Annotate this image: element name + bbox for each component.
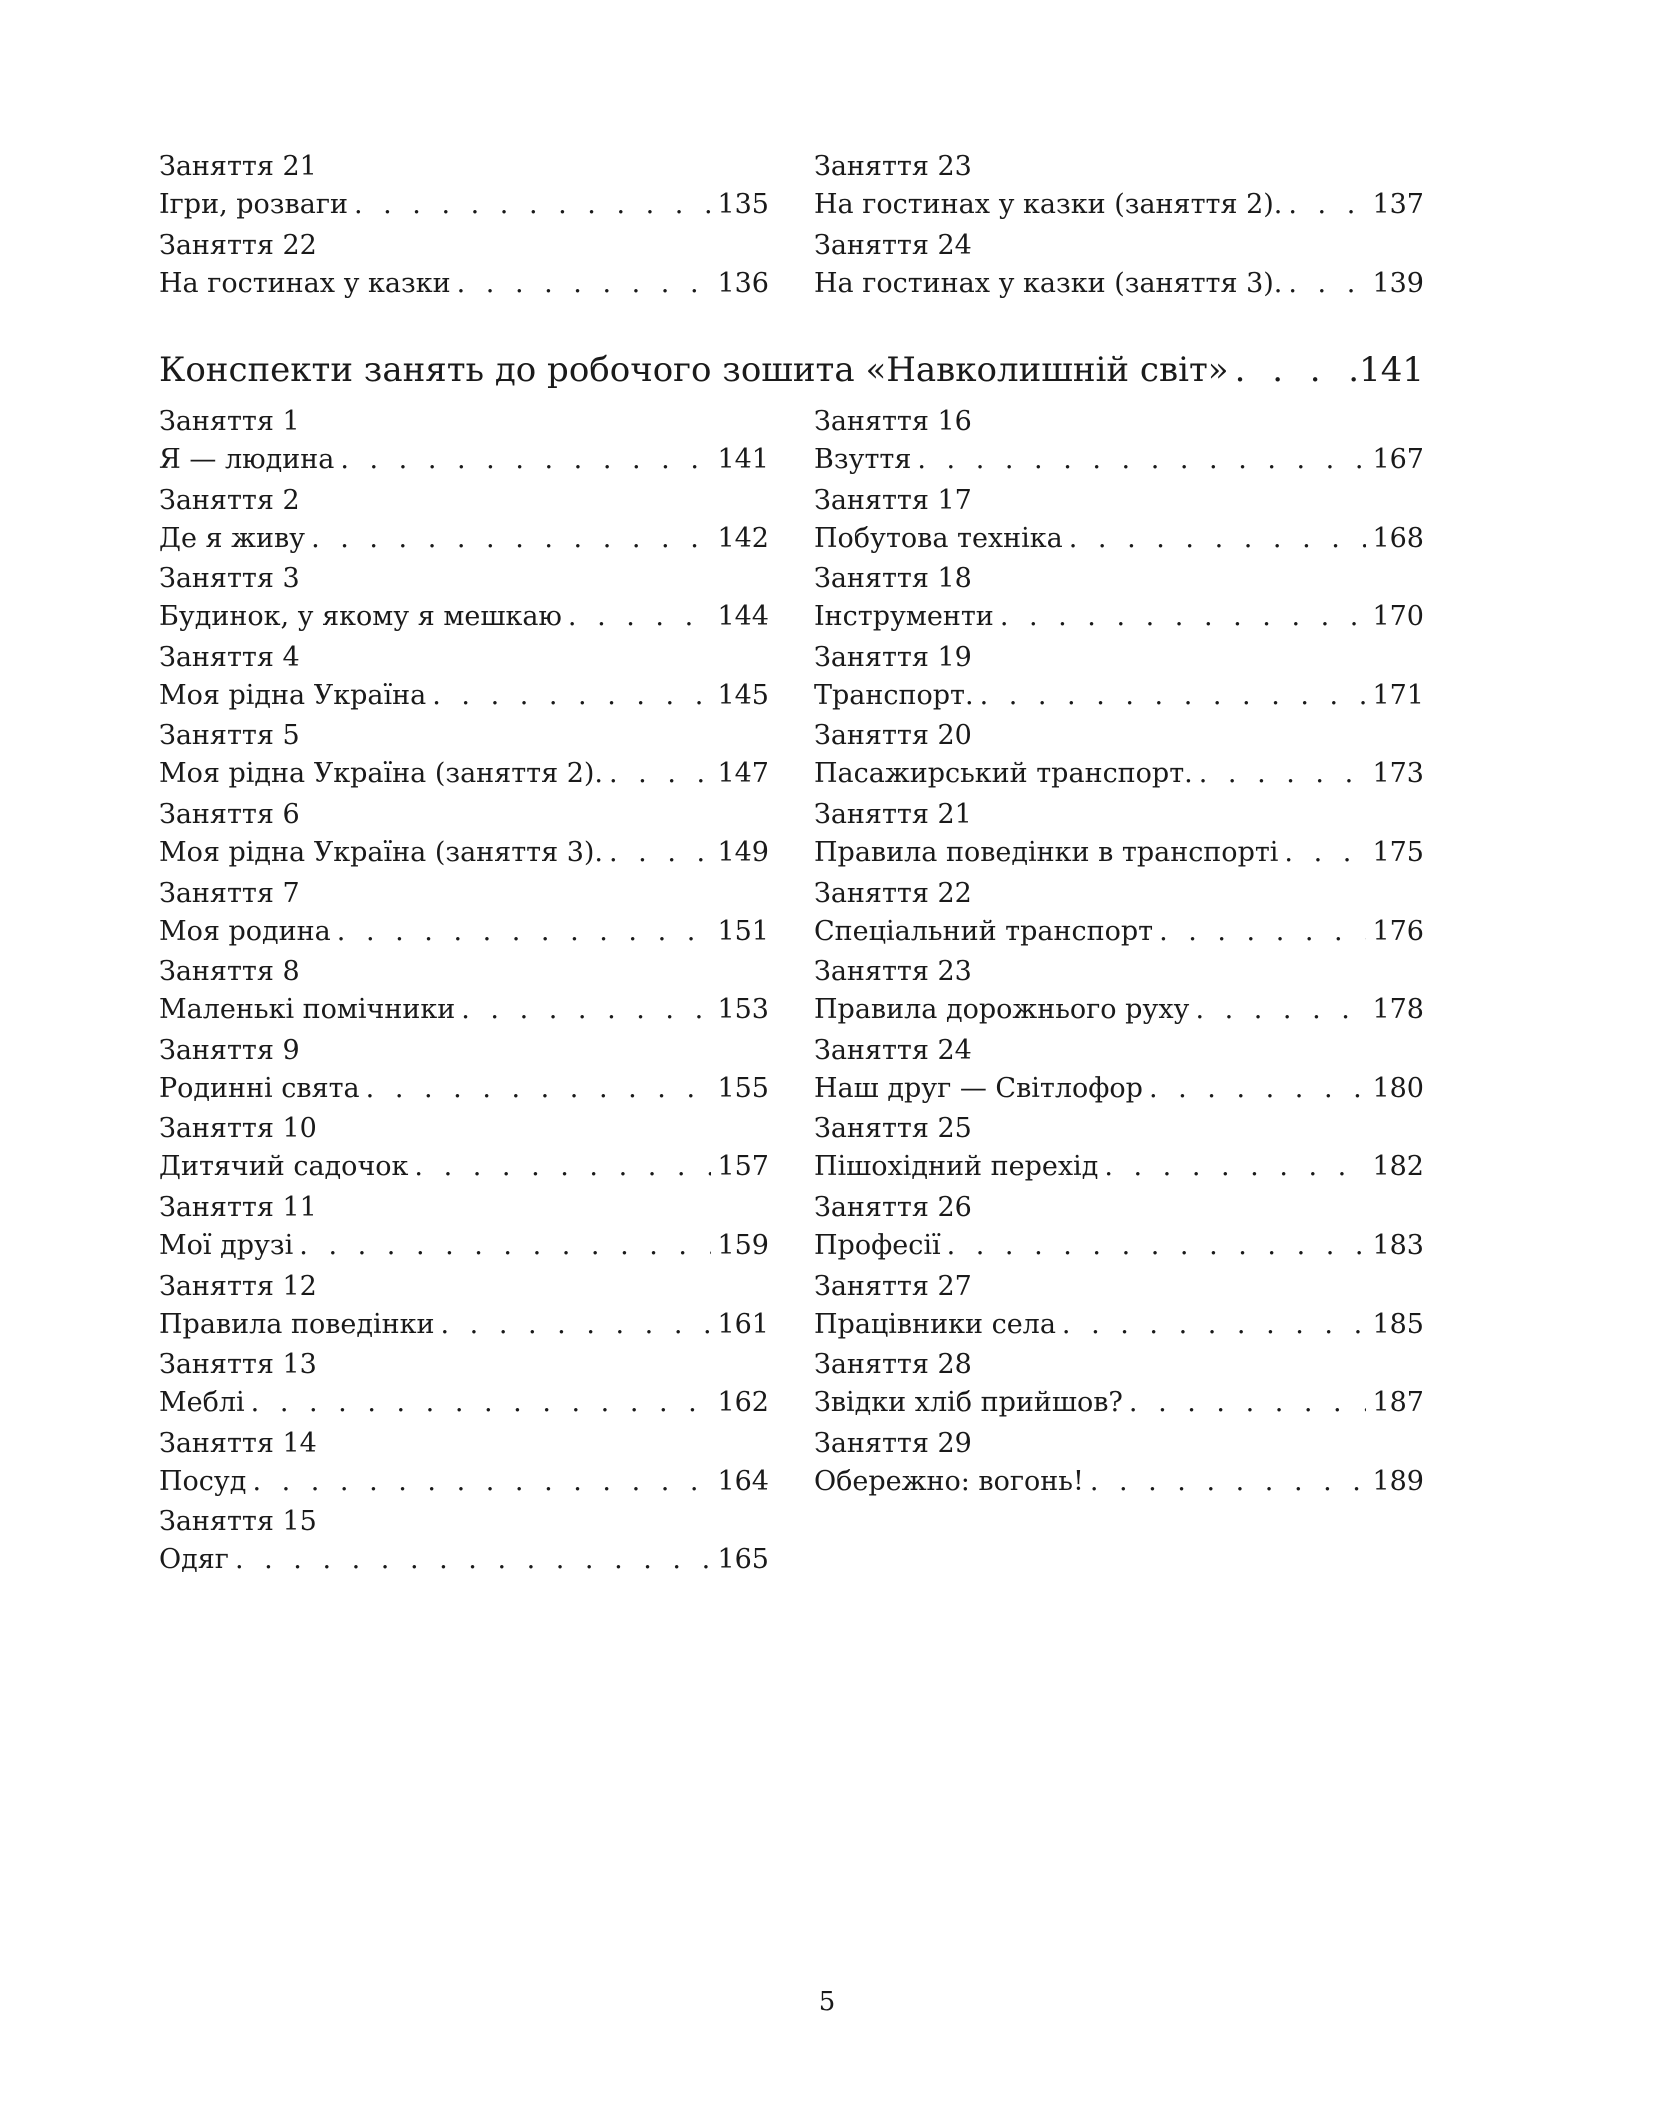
lesson-title: Працівники села: [814, 1308, 1056, 1340]
lesson-page: 147: [717, 758, 769, 790]
lesson-title: На гостинах у казки (заняття 2).: [814, 189, 1283, 220]
leader-dots: [1159, 913, 1366, 951]
lesson-row: [814, 1306, 1424, 1344]
lesson-title: Родинні свята: [159, 1072, 360, 1104]
lesson-row: [159, 677, 769, 715]
lesson-page: 149: [717, 836, 769, 868]
lesson-title: На гостинах у казки (заняття 3).: [814, 267, 1283, 299]
toc-entry: [814, 717, 1424, 796]
toc-entry: [159, 482, 769, 561]
toc-entry: [814, 1032, 1424, 1111]
lesson-page: 180: [1372, 1072, 1424, 1104]
lesson-title: Меблі: [159, 1387, 245, 1419]
lesson-page: 167: [1372, 444, 1424, 475]
lesson-row: [814, 1070, 1424, 1108]
toc-entry: [159, 1189, 769, 1268]
lesson-label: Заняття 18: [814, 563, 972, 595]
toc-entry: [814, 875, 1424, 954]
leader-dots: [457, 265, 712, 303]
lesson-row: [814, 265, 1424, 303]
toc-entry: [159, 1268, 769, 1347]
toc-entry: [814, 148, 1424, 227]
toc-entry: [814, 227, 1424, 306]
lesson-row: [814, 991, 1424, 1029]
lesson-label: Заняття 23: [814, 956, 972, 988]
lesson-title: Професії: [814, 1229, 941, 1261]
lesson-row: [814, 520, 1424, 558]
lesson-title: Моя рідна Україна (заняття 2).: [159, 758, 603, 790]
lesson-title: Маленькі помічники: [159, 994, 456, 1026]
lesson-row: [159, 441, 769, 479]
lesson-label: Заняття 5: [159, 720, 300, 752]
toc-column-right: [814, 403, 1424, 1582]
lesson-label: Заняття 14: [159, 1427, 317, 1459]
lesson-label: Заняття 23: [814, 151, 972, 182]
leader-dots: [1235, 345, 1343, 395]
toc-entry: [159, 227, 769, 306]
lesson-title: Дитячий садочок: [159, 1151, 409, 1183]
lesson-row: [814, 1384, 1424, 1422]
lesson-page: 159: [717, 1229, 769, 1261]
lesson-label: Заняття 11: [159, 1191, 317, 1223]
leader-dots: [1288, 265, 1366, 303]
leader-dots: [340, 441, 711, 479]
lesson-page: 175: [1372, 836, 1424, 868]
leader-dots: [1069, 520, 1367, 558]
leader-dots: [366, 1070, 712, 1108]
leader-dots: [441, 1306, 712, 1344]
lesson-label: Заняття 17: [814, 484, 972, 516]
lesson-page: 145: [717, 679, 769, 711]
lesson-label: Заняття 21: [814, 798, 972, 830]
lesson-page: 161: [717, 1308, 769, 1340]
lesson-row: [159, 1148, 769, 1186]
lesson-page: 162: [717, 1387, 769, 1419]
lesson-label: Заняття 3: [159, 563, 300, 595]
lesson-label: Заняття 7: [159, 877, 300, 909]
toc-entry: [814, 1425, 1424, 1504]
leader-dots: [1288, 186, 1366, 224]
toc-entry: [159, 1503, 769, 1582]
lesson-row: [159, 755, 769, 793]
leader-dots: [1284, 834, 1366, 872]
lesson-row: [814, 1148, 1424, 1186]
lesson-label: Заняття 12: [159, 1270, 317, 1302]
lesson-row: [814, 441, 1424, 479]
lesson-label: Заняття 25: [814, 1113, 972, 1145]
leader-dots: [947, 1227, 1367, 1265]
lesson-row: [159, 1541, 769, 1579]
lesson-row: [159, 265, 769, 303]
lesson-label: Заняття 29: [814, 1427, 972, 1459]
leader-dots: [1199, 755, 1367, 793]
toc-entry: [159, 796, 769, 875]
section-page: .141: [1348, 350, 1424, 390]
lesson-row: [159, 913, 769, 951]
lesson-label: Заняття 24: [814, 1034, 972, 1066]
lesson-page: 144: [717, 601, 769, 633]
leader-dots: [299, 1227, 711, 1265]
lesson-row: [814, 1227, 1424, 1265]
lesson-label: Заняття 21: [159, 151, 317, 182]
leader-dots: [354, 186, 711, 224]
lesson-title: Обережно: вогонь!: [814, 1465, 1084, 1497]
lesson-title: Наш друг — Світлофор: [814, 1072, 1143, 1104]
lesson-page: 171: [1372, 679, 1424, 711]
lesson-label: Заняття 26: [814, 1191, 972, 1223]
lesson-title: Пасажирський транспорт.: [814, 758, 1193, 790]
lesson-title: Одяг: [159, 1544, 229, 1576]
lesson-page: 165: [717, 1544, 769, 1576]
lesson-title: Транспорт.: [814, 679, 974, 711]
lesson-label: Заняття 13: [159, 1349, 317, 1381]
lesson-label: Заняття 6: [159, 798, 300, 830]
lesson-row: [159, 1463, 769, 1501]
lesson-label: Заняття 24: [814, 229, 972, 261]
toc-entry: [814, 560, 1424, 639]
leader-dots: [461, 991, 711, 1029]
toc-entry: [159, 1110, 769, 1189]
leader-dots: [235, 1541, 712, 1579]
lesson-label: Заняття 22: [814, 877, 972, 909]
toc-entry: [814, 1346, 1424, 1425]
lesson-row: [814, 598, 1424, 636]
lesson-title: Мої друзі: [159, 1229, 294, 1261]
lesson-page: 164: [717, 1465, 769, 1497]
lesson-label: Заняття 20: [814, 720, 972, 752]
lesson-page: 151: [717, 915, 769, 947]
lesson-title: Взуття: [814, 444, 912, 475]
leader-dots: [609, 755, 711, 793]
toc-entry: [159, 560, 769, 639]
leader-dots: [311, 520, 711, 558]
lesson-row: [814, 913, 1424, 951]
lesson-title: Правила поведінки: [159, 1308, 435, 1340]
lesson-label: Заняття 4: [159, 641, 300, 673]
leader-dots: [1090, 1463, 1367, 1501]
lesson-row: [159, 1227, 769, 1265]
toc-entry: [814, 1189, 1424, 1268]
leader-dots: [432, 677, 711, 715]
lesson-title: Я — людина: [159, 444, 335, 475]
lesson-page: 157: [717, 1151, 769, 1183]
lesson-page: 178: [1372, 994, 1424, 1026]
toc-entry: [814, 482, 1424, 561]
leader-dots: [414, 1148, 711, 1186]
toc-entry: [159, 639, 769, 718]
toc-entry: [159, 953, 769, 1032]
toc-main: [159, 403, 1424, 1582]
toc-entry: [159, 717, 769, 796]
lesson-label: Заняття 16: [814, 406, 972, 437]
lesson-title: Інструменти: [814, 601, 994, 633]
lesson-label: Заняття 19: [814, 641, 972, 673]
lesson-title: Побутова техніка: [814, 522, 1063, 554]
lesson-page: 183: [1372, 1229, 1424, 1261]
lesson-label: Заняття 22: [159, 229, 317, 261]
lesson-row: [814, 755, 1424, 793]
lesson-row: [159, 1384, 769, 1422]
toc-entry: [814, 953, 1424, 1032]
toc-continuation: [159, 148, 1424, 305]
lesson-row: [814, 677, 1424, 715]
lesson-title: На гостинах у казки: [159, 267, 451, 299]
leader-dots: [1104, 1148, 1366, 1186]
leader-dots: [1149, 1070, 1367, 1108]
lesson-label: Заняття 1: [159, 406, 300, 437]
toc-entry: [159, 1346, 769, 1425]
lesson-label: Заняття 8: [159, 956, 300, 988]
lesson-title: Спеціальний транспорт: [814, 915, 1154, 947]
lesson-title: Моя рідна Україна (заняття 3).: [159, 836, 603, 868]
lesson-title: Пішохідний перехід: [814, 1151, 1099, 1183]
lesson-page: 189: [1372, 1465, 1424, 1497]
lesson-title: Моя рідна Україна: [159, 679, 427, 711]
lesson-title: Правила поведінки в транспорті: [814, 836, 1279, 868]
toc-entry: [159, 148, 769, 227]
lesson-title: Правила дорожнього руху: [814, 994, 1190, 1026]
lesson-row: [159, 1070, 769, 1108]
lesson-page: 170: [1372, 601, 1424, 633]
lesson-title: Будинок, у якому я мешкаю: [159, 601, 562, 633]
lesson-title: Ігри, розваги: [159, 189, 348, 220]
toc-column-right-top: [814, 148, 1424, 305]
lesson-row: [814, 1463, 1424, 1501]
leader-dots: [1062, 1306, 1367, 1344]
toc-entry: [814, 403, 1424, 482]
lesson-label: Заняття 9: [159, 1034, 300, 1066]
lesson-row: [159, 186, 769, 224]
lesson-row: [814, 834, 1424, 872]
toc-entry: [159, 1425, 769, 1504]
page-number: 5: [818, 1987, 836, 2017]
lesson-row: [159, 598, 769, 636]
lesson-page: 141: [717, 444, 769, 475]
leader-dots: [251, 1384, 712, 1422]
lesson-page: 185: [1372, 1308, 1424, 1340]
leader-dots: [1000, 598, 1367, 636]
toc-column-left: [159, 403, 769, 1582]
lesson-page: 173: [1372, 758, 1424, 790]
lesson-page: 168: [1372, 522, 1424, 554]
toc-entry: [159, 403, 769, 482]
lesson-page: 136: [717, 267, 769, 299]
lesson-page: 182: [1372, 1151, 1424, 1183]
lesson-label: Заняття 2: [159, 484, 300, 516]
lesson-page: 142: [717, 522, 769, 554]
toc-entry: [814, 1110, 1424, 1189]
leader-dots: [917, 441, 1366, 479]
leader-dots: [609, 834, 711, 872]
section-heading: [159, 345, 1424, 395]
lesson-title: Де я живу: [159, 522, 306, 554]
leader-dots: [1129, 1384, 1367, 1422]
toc-entry: [814, 1268, 1424, 1347]
lesson-label: Заняття 15: [159, 1506, 317, 1538]
lesson-page: 176: [1372, 915, 1424, 947]
toc-entry: [814, 796, 1424, 875]
lesson-row: [159, 991, 769, 1029]
lesson-row: [159, 834, 769, 872]
leader-dots: [252, 1463, 711, 1501]
lesson-page: 135: [717, 189, 769, 220]
section-title: Конспекти занять до робочого зошита «Навколишній світ»: [159, 350, 1229, 390]
lesson-page: 187: [1372, 1387, 1424, 1419]
toc-entry: [159, 875, 769, 954]
lesson-label: Заняття 10: [159, 1113, 317, 1145]
lesson-title: Звідки хліб прийшов?: [814, 1387, 1123, 1419]
lesson-label: Заняття 28: [814, 1349, 972, 1381]
lesson-label: Заняття 27: [814, 1270, 972, 1302]
lesson-page: 137: [1372, 189, 1424, 220]
leader-dots: [980, 677, 1367, 715]
lesson-page: 153: [717, 994, 769, 1026]
leader-dots: [568, 598, 712, 636]
lesson-title: Посуд: [159, 1465, 247, 1497]
toc-column-left-top: [159, 148, 769, 305]
lesson-row: [159, 1306, 769, 1344]
leader-dots: [1195, 991, 1366, 1029]
lesson-page: 155: [717, 1072, 769, 1104]
lesson-title: Моя родина: [159, 915, 331, 947]
lesson-row: [814, 186, 1424, 224]
toc-entry: [814, 639, 1424, 718]
lesson-page: 139: [1372, 267, 1424, 299]
toc-entry: [159, 1032, 769, 1111]
lesson-row: [159, 520, 769, 558]
leader-dots: [337, 913, 712, 951]
